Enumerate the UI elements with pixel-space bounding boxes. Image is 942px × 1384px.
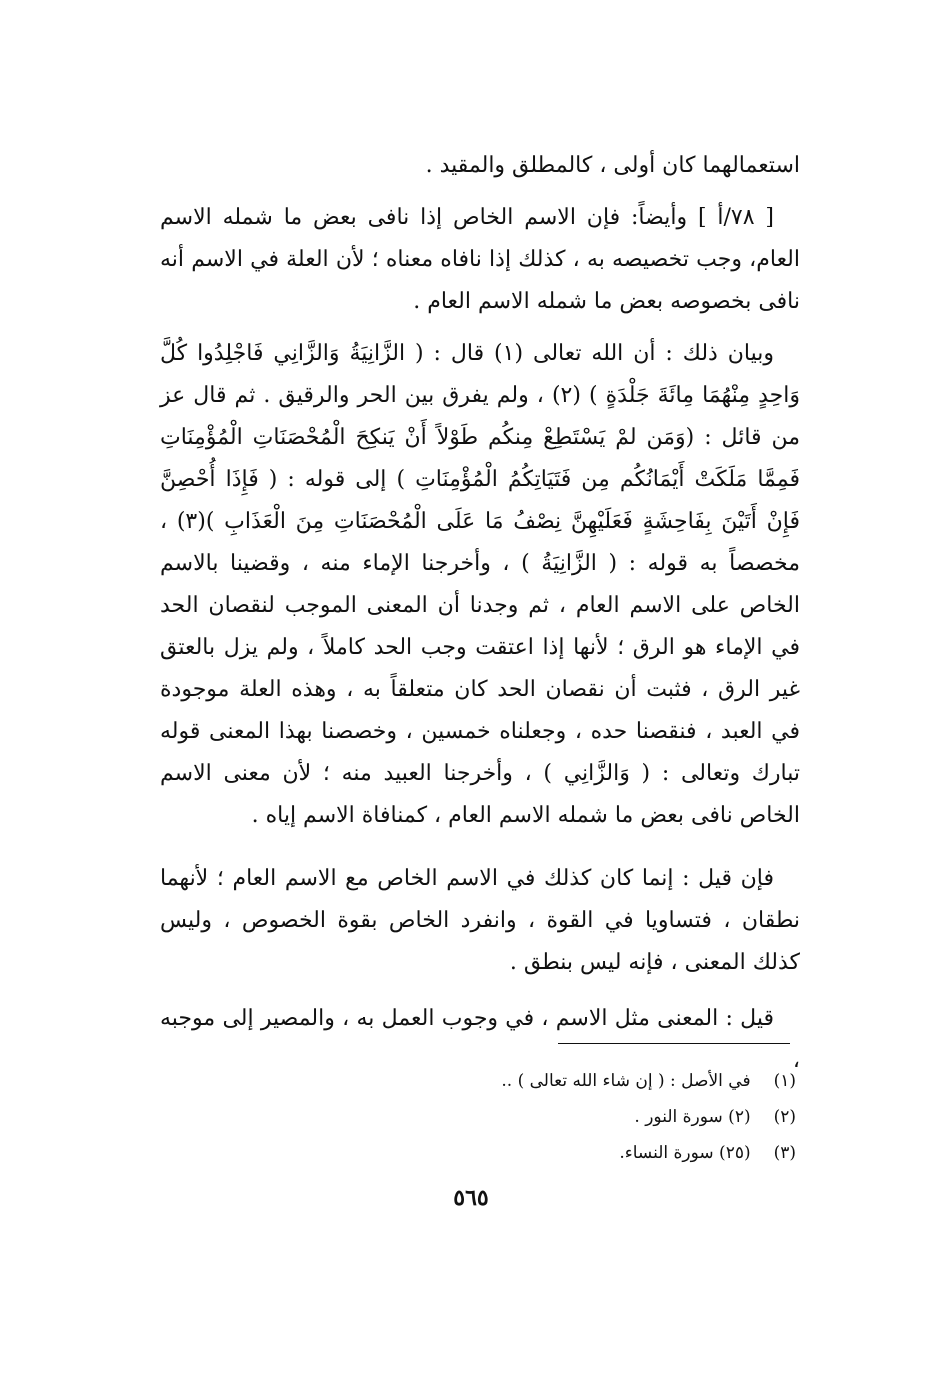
paragraph-text: فإن قيل : إنما كان كذلك في الاسم الخاص مع الاسم العام ؛ لأنهما نطقان ، فتساويا في القوة ، وانفرد الخاص بقوة الخصوص ، وليس كذلك المعنى ، فإنه ليس بنطق . [160, 866, 800, 975]
paragraph-text: وبيان ذلك : أن الله تعالى (١) قال : ( الزَّانِيَةُ وَالزَّانِي فَاجْلِدُوا كُلَّ وَاحِدٍ مِنْهُمَا مِائَةَ جَلْدَةٍ ) (٢) ، ولم يفرق بين الحر والرقيق . ثم قال عز من قائل : (وَمَن لمْ يَسْتَطِعْ مِنكُم طَوْلاً أَنْ يَنكِحَ الْمُحْصَنَاتِ الْمُؤْمِنَاتِ فَمِمَّا مَلَكَتْ أَيْمَانُكُم مِن فَتَيَاتِكُمُ الْمُؤْمِنَاتِ ) إلى قوله : ( فَإِذَا أُحْصِنَّ فَإِنْ أَتَيْنَ بِفَاحِشَةٍ فَعَلَيْهِنَّ نِصْفُ مَا عَلَى الْمُحْصَنَاتِ مِنَ الْعَذَابِ )(٣) ، مخصصاً به قوله : ( الزَّانِيَةُ ) ، وأخرجنا الإماء منه ، وقضينا بالاسم الخاص على الاسم العام ، ثم وجدنا أن المعنى الموجب لنقصان الحد في الإماء هو الرق ؛ لأنها إذا اعتقت وجب الحد كاملاً ، ولم يزل بالعتق غير الرق ، فثبت أن نقصان الحد كان متعلقاً به ، وهذه العلة موجودة في العبد ، فنقصنا حده ، وجعلناه خمسين ، وخصصنا بهذا المعنى قوله تبارك وتعالى : ( وَالزَّانِي ) ، وأخرجنا العبيد منه ؛ لأن معنى الاسم الخاص نافى بعض ما شمله الاسم العام ، كمنافاة الاسم إياه . [160, 341, 800, 828]
paragraph-text: [ ٧٨/أ ] وأيضاً: فإن الاسم الخاص إذا نافى بعض ما شمله الاسم العام، وجب تخصيصه به ، كذلك إذا نافاه معناه ؛ لأن العلة في الاسم أنه نافى بخصوصه بعض ما شمله الاسم العام . [160, 205, 800, 314]
footnote-text: (٢٥) سورة النساء. [619, 1143, 751, 1163]
footnote-number: (١) [773, 1071, 796, 1091]
footnote-2 [300, 1099, 796, 1135]
paragraph-1 [160, 145, 800, 187]
paragraph-2 [160, 197, 800, 323]
paragraph-text: قيل : المعنى مثل الاسم ، في وجوب العمل به ، والمصير إلى موجبه ، [160, 1006, 800, 1073]
footnote-1 [300, 1063, 796, 1099]
footnote-text: (٢) سورة النور . [634, 1107, 751, 1127]
footnote-number: (٢) [773, 1107, 796, 1127]
footnote-3 [300, 1135, 796, 1171]
page-number: ٥٦٥ [453, 1185, 489, 1211]
footnote-divider [558, 1043, 790, 1044]
footnotes [300, 1063, 796, 1171]
paragraph-4 [160, 858, 800, 984]
footnote-text: في الأصل : ( إن شاء الله تعالى ) .. [501, 1071, 751, 1091]
footnote-number: (٣) [773, 1143, 796, 1163]
paragraph-3 [160, 333, 800, 837]
paragraph-text: استعمالهما كان أولى ، كالمطلق والمقيد . [425, 153, 800, 178]
